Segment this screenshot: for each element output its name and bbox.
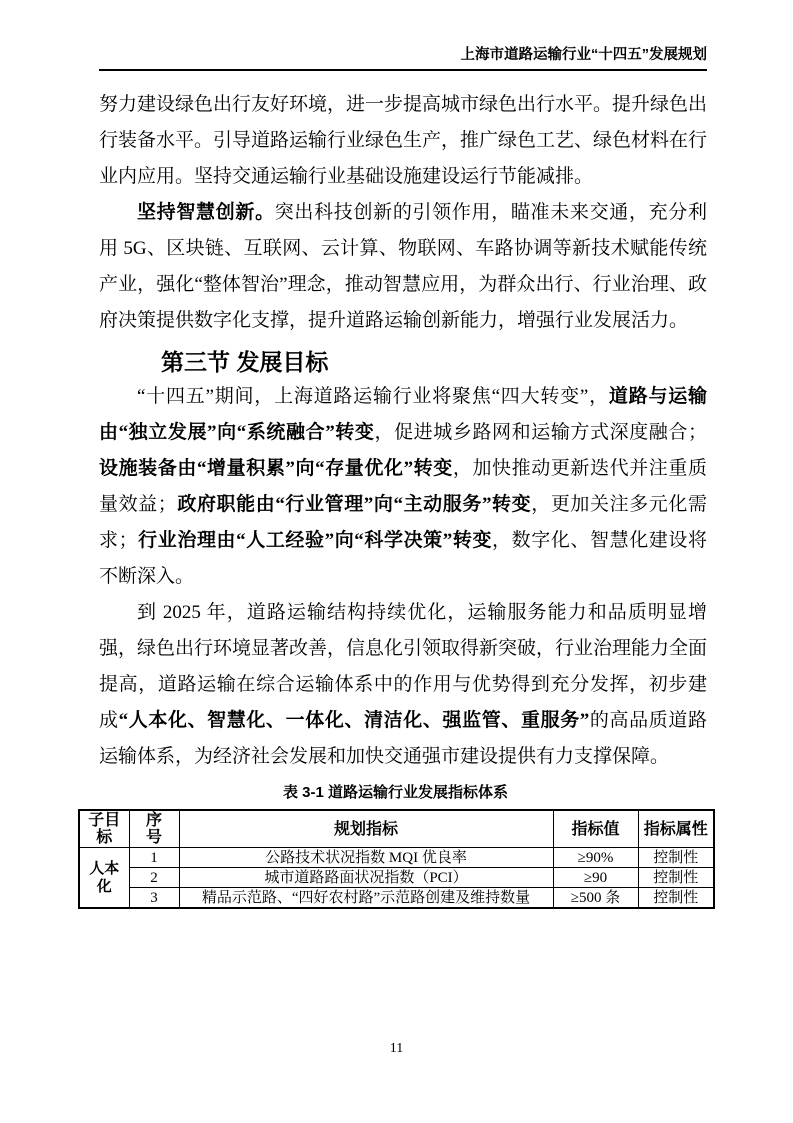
table-header-row bbox=[79, 810, 714, 848]
cell-indicator: 城市道路路面状况指数（PCI） bbox=[179, 868, 553, 888]
col-header-no bbox=[129, 810, 179, 848]
cell-indicator: 公路技术状况指数 MQI 优良率 bbox=[179, 848, 553, 868]
text-run: ，促进城乡路网和运输方式深度融合； bbox=[374, 422, 707, 443]
section-title: 第三节 发展目标 bbox=[161, 349, 329, 375]
text-run: 的高品质道路运输体系，为经济社会发展和加快交通强市建设提供有力支撑保障。 bbox=[99, 710, 707, 767]
text-run-bold: 道路与运输由“独立发展”向“系统融合”转变 bbox=[99, 386, 707, 443]
text-run: “十四五”期间，上海道路运输行业将聚焦“四大转变”， bbox=[137, 386, 609, 407]
cell-no: 2 bbox=[129, 868, 179, 888]
text-run: ，更加关注多元化需求； bbox=[99, 494, 707, 551]
page-number: 11 bbox=[389, 1041, 404, 1056]
cell-value: ≥90% bbox=[553, 848, 638, 868]
text-run: 到 2025 年，道路运输结构持续优化，运输服务能力和品质明显增强，绿色出行环境显著改善，信息化引领取得新突破，行业治理能力全面提高，道路运输在综合运输体系中的作用与优势得到充分发挥，初步建成 bbox=[99, 602, 708, 731]
cell-attribute: 控制性 bbox=[638, 868, 714, 888]
col-header-value: 指标值 bbox=[553, 810, 638, 848]
text-run: 突出科技创新的引领作用，瞄准未来交通，充分利用 5G、区块链、互联网、云计算、物联网、车路协调等新技术赋能传统产业，强化“整体智治”理念，推动智慧应用，为群众出行、行业治理、政府决策提供数字化支撑，提升道路运输创新能力，增强行业发展活力。 bbox=[99, 202, 707, 331]
text-run-bold: 政府职能由“行业管理”向“主动服务”转变 bbox=[176, 494, 532, 515]
col-header-subgoal: 子目标 bbox=[79, 810, 129, 848]
table-row bbox=[79, 868, 714, 888]
col-header-indicator: 规划指标 bbox=[179, 810, 553, 848]
paragraph-2025-goals bbox=[99, 595, 707, 775]
indicator-table bbox=[78, 809, 715, 909]
col-header-no-label: 序号 bbox=[145, 812, 162, 846]
header-title: 上海市道路运输行业“十四五”发展规划 bbox=[460, 47, 707, 63]
cell-no: 3 bbox=[129, 888, 179, 909]
text-run: ，数字化、智慧化建设将不断深入。 bbox=[99, 530, 707, 587]
cell-no: 1 bbox=[129, 848, 179, 868]
cell-attribute: 控制性 bbox=[638, 848, 714, 868]
col-header-attribute: 指标属性 bbox=[638, 810, 714, 848]
text-run-bold: 行业治理由“人工经验”向“科学决策”转变 bbox=[137, 530, 493, 551]
cell-attribute: 控制性 bbox=[638, 888, 714, 909]
text-run-bold: “人本化、智慧化、一体化、清洁化、强监管、重服务” bbox=[118, 710, 590, 731]
table-row bbox=[79, 848, 714, 868]
indicator-table-section bbox=[78, 783, 713, 909]
text-run-bold: 坚持智慧创新。 bbox=[137, 202, 275, 223]
text-run: 努力建设绿色出行友好环境，进一步提高城市绿色出行水平。提升绿色出行装备水平。引导道路运输行业绿色生产，推广绿色工艺、绿色材料在行业内应用。坚持交通运输行业基础设施建设运行节能减排。 bbox=[99, 94, 708, 187]
paragraph-green-travel bbox=[99, 87, 707, 195]
cell-value: ≥90 bbox=[553, 868, 638, 888]
text-run: ，加快推动更新迭代并注重质量效益； bbox=[99, 458, 707, 515]
table-row bbox=[79, 888, 714, 909]
text-run-bold: 设施装备由“增量积累”向“存量优化”转变 bbox=[99, 458, 453, 479]
cell-indicator: 精品示范路、“四好农村路”示范路创建及维持数量 bbox=[179, 888, 553, 909]
content-area bbox=[88, 0, 708, 909]
paragraph-smart-innovation bbox=[99, 195, 707, 339]
page-header bbox=[99, 0, 707, 71]
cell-value: ≥500 条 bbox=[553, 888, 638, 909]
paragraph-four-transitions bbox=[99, 379, 707, 595]
group-label: 人本化 bbox=[79, 848, 129, 909]
table-caption: 表 3-1 道路运输行业发展指标体系 bbox=[282, 784, 509, 801]
